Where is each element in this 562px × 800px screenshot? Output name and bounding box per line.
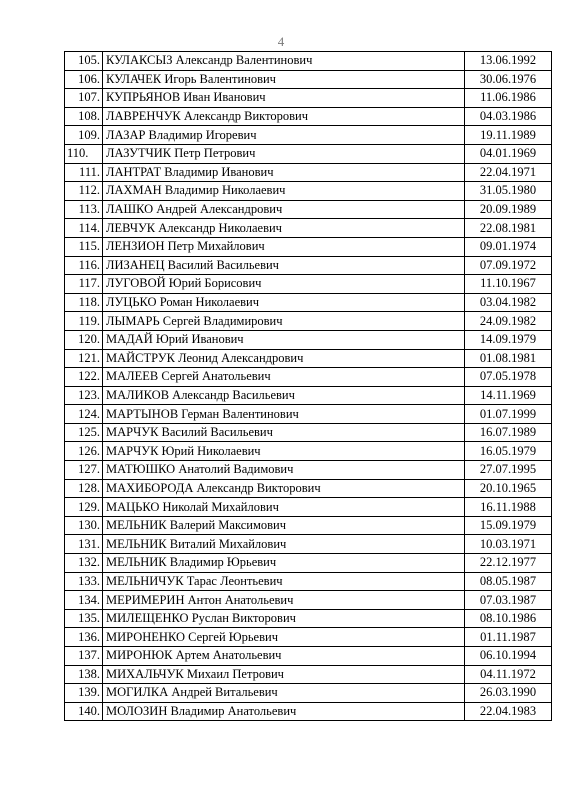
person-name-cell: ЛАХМАН Владимир Николаевич [103, 182, 465, 201]
birth-date-cell: 04.01.1969 [465, 144, 552, 163]
birth-date-cell: 14.11.1969 [465, 386, 552, 405]
birth-date-cell: 20.10.1965 [465, 479, 552, 498]
person-name-cell: ЛЕНЗИОН Петр Михайлович [103, 237, 465, 256]
person-name-cell: ЛУЦЬКО Роман Николаевич [103, 293, 465, 312]
row-number-cell: 120. [65, 330, 103, 349]
table-row [65, 442, 552, 461]
table-row [65, 554, 552, 573]
person-name-cell: ЛЕВЧУК Александр Николаевич [103, 219, 465, 238]
table-row [65, 684, 552, 703]
row-number-cell: 126. [65, 442, 103, 461]
row-number-cell: 140. [65, 702, 103, 721]
row-number-cell: 108. [65, 107, 103, 126]
birth-date-cell: 09.01.1974 [465, 237, 552, 256]
row-number-cell: 107. [65, 89, 103, 108]
row-number-cell: 133. [65, 572, 103, 591]
person-name-cell: МАРТЫНОВ Герман Валентинович [103, 405, 465, 424]
table-row [65, 200, 552, 219]
birth-date-cell: 01.07.1999 [465, 405, 552, 424]
table-row [65, 107, 552, 126]
row-number-cell: 115. [65, 237, 103, 256]
table-row [65, 498, 552, 517]
person-name-cell: ЛАЗУТЧИК Петр Петрович [103, 144, 465, 163]
table-row [65, 70, 552, 89]
row-number-cell: 119. [65, 312, 103, 331]
person-name-cell: МЕЛЬНИК Владимир Юрьевич [103, 554, 465, 573]
person-name-cell: МИХАЛЬЧУК Михаил Петрович [103, 665, 465, 684]
table-row [65, 312, 552, 331]
birth-date-cell: 20.09.1989 [465, 200, 552, 219]
person-name-cell: МИЛЕЩЕНКО Руслан Викторович [103, 609, 465, 628]
row-number-cell: 118. [65, 293, 103, 312]
birth-date-cell: 07.09.1972 [465, 256, 552, 275]
person-name-cell: МАХИБОРОДА Александр Викторович [103, 479, 465, 498]
table-row [65, 293, 552, 312]
person-name-cell: МАРЧУК Василий Васильевич [103, 423, 465, 442]
table-row [65, 89, 552, 108]
table-row [65, 609, 552, 628]
birth-date-cell: 14.09.1979 [465, 330, 552, 349]
birth-date-cell: 16.07.1989 [465, 423, 552, 442]
row-number-cell: 132. [65, 554, 103, 573]
birth-date-cell: 07.05.1978 [465, 368, 552, 387]
birth-date-cell: 15.09.1979 [465, 516, 552, 535]
table-row [65, 275, 552, 294]
table-row [65, 182, 552, 201]
row-number-cell: 135. [65, 609, 103, 628]
table-row [65, 163, 552, 182]
roster-body [65, 52, 552, 721]
table-row [65, 349, 552, 368]
page-number: 4 [277, 34, 285, 49]
table-row [65, 479, 552, 498]
birth-date-cell: 24.09.1982 [465, 312, 552, 331]
table-row [65, 126, 552, 145]
table-row [65, 516, 552, 535]
birth-date-cell: 01.11.1987 [465, 628, 552, 647]
person-name-cell: МАЛЕЕВ Сергей Анатольевич [103, 368, 465, 387]
person-name-cell: МАЛИКОВ Александр Васильевич [103, 386, 465, 405]
person-name-cell: МИРОНЕНКО Сергей Юрьевич [103, 628, 465, 647]
person-name-cell: МАЦЬКО Николай Михайлович [103, 498, 465, 517]
row-number-cell: 138. [65, 665, 103, 684]
birth-date-cell: 22.08.1981 [465, 219, 552, 238]
row-number-cell: 121. [65, 349, 103, 368]
row-number-cell: 116. [65, 256, 103, 275]
table-row [65, 423, 552, 442]
person-name-cell: ЛЫМАРЬ Сергей Владимирович [103, 312, 465, 331]
birth-date-cell: 03.04.1982 [465, 293, 552, 312]
person-name-cell: МОГИЛКА Андрей Витальевич [103, 684, 465, 703]
birth-date-cell: 11.06.1986 [465, 89, 552, 108]
row-number-cell: 129. [65, 498, 103, 517]
birth-date-cell: 04.03.1986 [465, 107, 552, 126]
person-name-cell: КУЛАЧЕК Игорь Валентинович [103, 70, 465, 89]
birth-date-cell: 31.05.1980 [465, 182, 552, 201]
table-row [65, 535, 552, 554]
birth-date-cell: 01.08.1981 [465, 349, 552, 368]
table-row [65, 386, 552, 405]
person-name-cell: ЛУГОВОЙ Юрий Борисович [103, 275, 465, 294]
person-name-cell: МАРЧУК Юрий Николаевич [103, 442, 465, 461]
roster-table [64, 51, 552, 721]
birth-date-cell: 30.06.1976 [465, 70, 552, 89]
person-name-cell: МЕРИМЕРИН Антон Анатольевич [103, 591, 465, 610]
birth-date-cell: 16.11.1988 [465, 498, 552, 517]
birth-date-cell: 11.10.1967 [465, 275, 552, 294]
table-row [65, 405, 552, 424]
row-number-cell: 139. [65, 684, 103, 703]
row-number-cell: 110. [65, 144, 103, 163]
row-number-cell: 124. [65, 405, 103, 424]
table-row [65, 647, 552, 666]
table-row [65, 52, 552, 71]
row-number-cell: 112. [65, 182, 103, 201]
row-number-cell: 136. [65, 628, 103, 647]
person-name-cell: КУЛАКСЫЗ Александр Валентинович [103, 52, 465, 71]
table-row [65, 665, 552, 684]
row-number-cell: 109. [65, 126, 103, 145]
table-row [65, 572, 552, 591]
row-number-cell: 127. [65, 461, 103, 480]
person-name-cell: ЛАЗАР Владимир Игоревич [103, 126, 465, 145]
table-row [65, 144, 552, 163]
row-number-cell: 114. [65, 219, 103, 238]
person-name-cell: КУПРЬЯНОВ Иван Иванович [103, 89, 465, 108]
table-row [65, 591, 552, 610]
birth-date-cell: 07.03.1987 [465, 591, 552, 610]
row-number-cell: 131. [65, 535, 103, 554]
table-row [65, 702, 552, 721]
birth-date-cell: 06.10.1994 [465, 647, 552, 666]
table-row [65, 237, 552, 256]
birth-date-cell: 26.03.1990 [465, 684, 552, 703]
person-name-cell: ЛАШКО Андрей Александрович [103, 200, 465, 219]
row-number-cell: 128. [65, 479, 103, 498]
row-number-cell: 106. [65, 70, 103, 89]
person-name-cell: ЛАНТРАТ Владимир Иванович [103, 163, 465, 182]
person-name-cell: МЕЛЬНИЧУК Тарас Леонтьевич [103, 572, 465, 591]
person-name-cell: МАДАЙ Юрий Иванович [103, 330, 465, 349]
table-row [65, 330, 552, 349]
table-row [65, 219, 552, 238]
person-name-cell: МАТЮШКО Анатолий Вадимович [103, 461, 465, 480]
person-name-cell: МЕЛЬНИК Валерий Максимович [103, 516, 465, 535]
birth-date-cell: 16.05.1979 [465, 442, 552, 461]
person-name-cell: МОЛОЗИН Владимир Анатольевич [103, 702, 465, 721]
row-number-cell: 130. [65, 516, 103, 535]
row-number-cell: 123. [65, 386, 103, 405]
row-number-cell: 137. [65, 647, 103, 666]
table-row [65, 461, 552, 480]
birth-date-cell: 04.11.1972 [465, 665, 552, 684]
person-name-cell: МЕЛЬНИК Виталий Михайлович [103, 535, 465, 554]
person-name-cell: ЛАВРЕНЧУК Александр Викторович [103, 107, 465, 126]
person-name-cell: ЛИЗАНЕЦ Василий Васильевич [103, 256, 465, 275]
row-number-cell: 134. [65, 591, 103, 610]
birth-date-cell: 08.05.1987 [465, 572, 552, 591]
birth-date-cell: 22.12.1977 [465, 554, 552, 573]
row-number-cell: 117. [65, 275, 103, 294]
table-row [65, 368, 552, 387]
table-row [65, 628, 552, 647]
row-number-cell: 111. [65, 163, 103, 182]
roster-sheet [64, 51, 551, 721]
birth-date-cell: 10.03.1971 [465, 535, 552, 554]
birth-date-cell: 22.04.1983 [465, 702, 552, 721]
birth-date-cell: 08.10.1986 [465, 609, 552, 628]
person-name-cell: МАЙСТРУК Леонид Александрович [103, 349, 465, 368]
row-number-cell: 105. [65, 52, 103, 71]
row-number-cell: 113. [65, 200, 103, 219]
row-number-cell: 125. [65, 423, 103, 442]
person-name-cell: МИРОНЮК Артем Анатольевич [103, 647, 465, 666]
birth-date-cell: 27.07.1995 [465, 461, 552, 480]
birth-date-cell: 22.04.1971 [465, 163, 552, 182]
birth-date-cell: 13.06.1992 [465, 52, 552, 71]
row-number-cell: 122. [65, 368, 103, 387]
birth-date-cell: 19.11.1989 [465, 126, 552, 145]
table-row [65, 256, 552, 275]
